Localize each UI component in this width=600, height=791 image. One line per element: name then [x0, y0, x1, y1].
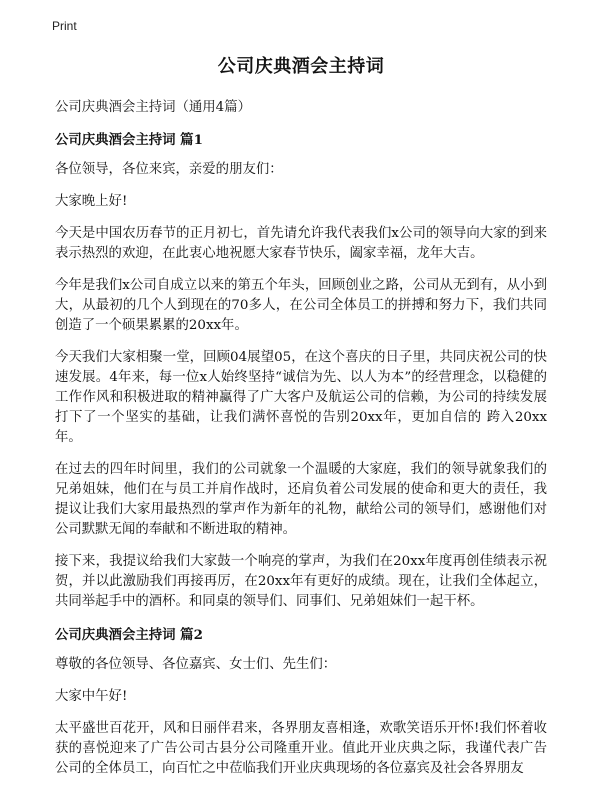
paragraph: 接下来，我提议给我们大家鼓一个响亮的掌声，为我们在20xx年度再创佳绩表示祝贺，并以此激励我们再接再厉，在20xx年有更好的成绩。现在，让我们全体起立，共同举起手中的酒杯。和同桌的领导们、同事们、兄弟姐妹们一起干杯。 — [55, 554, 547, 609]
document-body — [55, 52, 547, 791]
paragraph: 各位领导，各位来宾，亲爱的朋友们： — [55, 162, 283, 177]
paragraph: 今天我们大家相聚一堂，回顾04展望05，在这个喜庆的日子里，共同庆祝公司的快速发展。4年来，每一位x人始终坚持“诚信为先、以人为本”的经营理念，以稳健的工作作风和积极进取的精神赢得了广大客户及航运公司的信赖，为公司的持续发展打下了一个坚实的基础，让我们满怀喜悦的告别20xx年，更加自信的 跨入20xx年。 — [55, 350, 547, 445]
paragraph: 大家晚上好! — [55, 194, 128, 209]
document-title: 公司庆典酒会主持词 — [217, 56, 385, 77]
section-heading-2: 公司庆典酒会主持词 篇2 — [55, 627, 203, 643]
print-label[interactable]: Print — [52, 19, 77, 33]
paragraph: 太平盛世百花开，风和日丽伴君来，各界朋友喜相逢，欢歌笑语乐开怀!我们怀着收获的喜悦迎来了广告公司古县分公司隆重开业。值此开业庆典之际，我谨代表广告公司的全体员工，向百忙之中莅临我们开业庆典现场的各位嘉宾及社会各界朋友 — [55, 721, 547, 776]
paragraph: 今年是我们x公司自成立以来的第五个年头，回顾创业之路，公司从无到有，从小到大，从最初的几个人到现在的70多人，在公司全体员工的拼搏和努力下，我们共同创造了一个硕果累累的20xx年。 — [55, 278, 547, 333]
paragraph: 尊敬的各位领导、各位嘉宾、女士们、先生们： — [55, 657, 337, 672]
paragraph: 在过去的四年时间里，我们的公司就象一个温暖的大家庭，我们的领导就象我们的兄弟姐妹，他们在与员工并肩作战时，还肩负着公司发展的使命和更大的责任，我提议让我们大家用最热烈的掌声作为新年的礼物，献给公司的领导们，感谢他们对公司默默无闻的奉献和不断进取的精神。 — [55, 462, 547, 537]
document-subtitle: 公司庆典酒会主持词（通用4篇） — [55, 100, 251, 115]
section-heading-1: 公司庆典酒会主持词 篇1 — [55, 132, 203, 148]
paragraph: 大家中午好! — [55, 689, 128, 704]
paragraph: 今天是中国农历春节的正月初七，首先请允许我代表我们x公司的领导向大家的到来表示热烈的欢迎，在此衷心地祝愿大家春节快乐，阖家幸福，龙年大吉。 — [55, 226, 547, 261]
